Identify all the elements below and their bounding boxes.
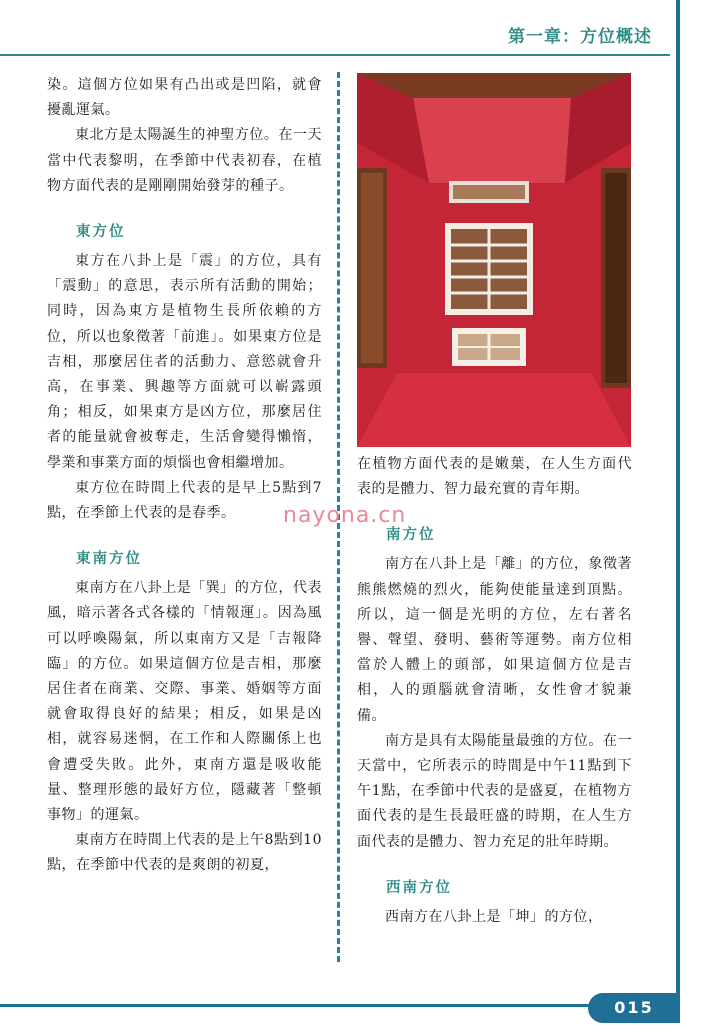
- page-number: 015: [588, 993, 680, 1023]
- right-edge-rule: [676, 0, 680, 1004]
- left-text-column: [47, 73, 322, 879]
- paragraph: 南方是具有太陽能量最強的方位。在一天當中，它所表示的時間是中午11點到下午1點，在季節中代表的是盛夏，在植物方面代表的是生長最旺盛的時期，在人生方面代表的是體力、智力充足的壯年時期。: [357, 732, 632, 850]
- section-heading-east: 東方位: [76, 223, 126, 241]
- room-illustration: [357, 73, 631, 447]
- paragraph: 東方位在時間上代表的是早上5點到7點，在季節上代表的是春季。: [47, 479, 322, 522]
- paragraph: 染。這個方位如果有凸出或是凹陷，就會擾亂運氣。: [47, 77, 322, 119]
- header-rule: [0, 54, 670, 56]
- section-heading-southwest: 西南方位: [386, 878, 452, 896]
- chapter-title: 第一章：方位概述: [508, 27, 652, 47]
- paragraph: 東南方在時間上代表的是上午8點到10點，在季節中代表的是爽朗的初夏，: [47, 832, 322, 874]
- red-room-photo: [357, 73, 631, 447]
- watermark: nayona.cn: [283, 503, 407, 528]
- footer-rule: [0, 1004, 680, 1007]
- paragraph: 西南方在八卦上是「坤」的方位，: [385, 908, 603, 925]
- paragraph: 東方在八卦上是「震」的方位，具有「震動」的意思，表示所有活動的開始；同時，因為東方是植物生長所依賴的方位，所以也象徵著「前進」。如果東方位是吉相，那麼居住者的活動力、意慾就會升高，在事業、興趣等方面就可以嶄露頭角；相反，如果東方是凶方位，那麼居住者的能量就會被奪走，生活會變得懶惰，學業和事業方面的煩惱也會相繼增加。: [47, 253, 322, 471]
- paragraph: 東北方是太陽誕生的神聖方位。在一天當中代表黎明，在季節中代表初春，在植物方面代表的是剛剛開始發芽的種子。: [47, 127, 322, 194]
- paragraph: 在植物方面代表的是嫩葉，在人生方面代表的是體力、智力最充實的青年期。: [357, 456, 632, 498]
- section-heading-southeast: 東南方位: [76, 550, 142, 568]
- section-heading-south: 南方位: [386, 526, 436, 544]
- paragraph: 東南方在八卦上是「巽」的方位，代表風，暗示著各式各樣的「情報運」。因為風可以呼喚陽氣，所以東南方又是「吉報降臨」的方位。如果這個方位是吉相，那麼居住者在商業、交際、事業、婚姻等方面就會取得良好的結果；相反，如果是凶相，就容易迷惘，在工作和人際關係上也會遭受失敗。此外，東南方還是吸收能量、整理形態的最好方位，隱藏著「整頓事物」的運氣。: [47, 580, 322, 824]
- paragraph: 南方在八卦上是「離」的方位，象徵著熊熊燃燒的烈火，能夠使能量達到頂點。所以，這一個是光明的方位，左右著名譽、聲望、發明、藝術等運勢。南方位相當於人體上的頭部，如果這個方位是吉相，人的頭腦就會清晰，女性會才貌兼備。: [357, 556, 632, 724]
